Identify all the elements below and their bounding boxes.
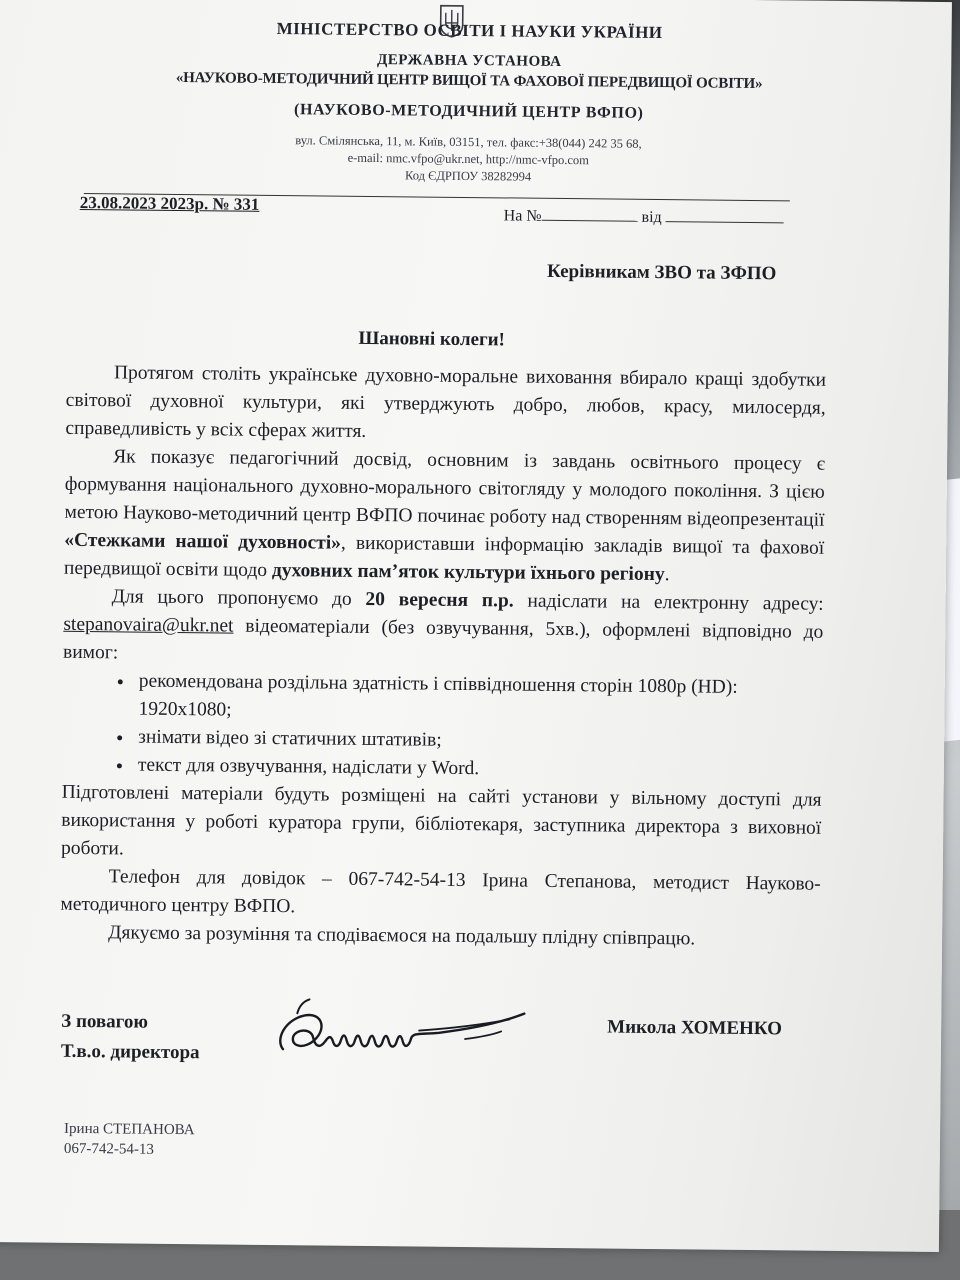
paragraph-3-start: Для цього пропонуємо до: [111, 586, 366, 610]
paragraph-2-end: .: [664, 564, 670, 586]
letter-body: [60, 359, 826, 955]
edrpou-code: Код ЄДРПОУ 38282994: [404, 168, 532, 184]
reference-number-label: На №: [503, 207, 542, 225]
registration-number: 23.08.2023 2023р. № 331: [79, 192, 260, 214]
email-line: e-mail: nmc.vfpo@ukr.net, http://nmc-vfpo.com: [347, 150, 590, 168]
paragraph-3: [63, 583, 824, 675]
closing-phrase: З повагою: [61, 1010, 149, 1033]
handwritten-signature-icon: [269, 993, 540, 1076]
paragraph-3-middle: надіслати на електронну адресу:: [513, 590, 824, 615]
paragraph-2-start: Як показує педагогічний досвід, основним із завдань освітнього процесу є формування національного духовно-морального світогляду у молодого покоління. З цією метою Науково-методичний центр ВФПО починає роботу над створенням відеопрезентації: [64, 446, 826, 531]
institution-short-name: (НАУКОВО-МЕТОДИЧНИЙ ЦЕНТР ВФПО): [293, 101, 644, 122]
paragraph-3-end: відеоматеріали (без озвучування, 5хв.), оформлені відповідно до вимог:: [62, 615, 824, 664]
paragraph-1: Протягом століть українське духовно-моральне виховання вбирало кращі здобутки світової духовної культури, які утверджують добро, любов, красу, милосердя, справедливість у всіх сферах життя.: [65, 362, 827, 442]
reference-date-label: від: [641, 208, 662, 227]
address-line: вул. Смілянська, 11, м. Київ, 03151, тел. факс:+38(044) 242 35 68,: [295, 133, 642, 151]
institution-type: ДЕРЖАВНА УСТАНОВА: [376, 52, 562, 70]
signatory-position: Т.в.о. директора: [60, 1040, 200, 1064]
signature-block: [61, 1007, 200, 1068]
deadline: 20 вересня п.р.: [365, 588, 514, 612]
greeting: Шановні колеги!: [358, 327, 506, 351]
requirements-list: [112, 667, 823, 786]
requirement-item: • рекомендована роздільна здатність і співвідношення сторін 1080p (HD): 1920x1080;: [134, 668, 823, 731]
executor-block: [64, 1119, 195, 1160]
executor-phone: 067-742-54-13: [63, 1140, 154, 1158]
executor-name: Ірина СТЕПАНОВА: [64, 1120, 195, 1139]
signatory-name: Микола ХОМЕНКО: [607, 1016, 783, 1040]
paragraph-6: Дякуємо за розуміння та сподіваємося на подальшу плідну співпрацю.: [108, 922, 696, 950]
requirement-item: • текст для озвучування, надіслати у Word.: [134, 752, 822, 787]
paragraph-4: Підготовлені матеріали будуть розміщені на сайті установи у вільному доступі для використання у роботі куратора групи, бібліотекаря, заступника директора з виховної роботи.: [60, 781, 822, 860]
addressee: Керівникам ЗВО та ЗФПО: [546, 260, 777, 285]
paragraph-2-middle: , використавши інформацію закладів вищої та фахової передвищої освіти щодо: [63, 532, 825, 581]
reference-fields: [504, 205, 784, 228]
ministry-name: МІНІСТЕРСТВО ОСВІТИ І НАУКИ УКРАЇНИ: [276, 19, 663, 43]
institution-full-name: «НАУКОВО-МЕТОДИЧНИЙ ЦЕНТР ВИЩОЇ ТА ФАХОВОЇ ПЕРЕДВИЩОЇ ОСВІТИ»: [175, 69, 763, 93]
contact-email-link[interactable]: stepanovaira@ukr.net: [63, 613, 234, 637]
reference-number-blank: [542, 206, 638, 222]
presentation-title: «Стежками нашої духовності»: [64, 529, 342, 554]
paragraph-5: Телефон для довідок – 067-742-54-13 Ірина Степанова, методист Науково-методичного центру ВФПО.: [60, 866, 821, 918]
heritage-topic: духовних пам’яток культури їхнього регіону: [271, 559, 665, 586]
paragraph-2: [64, 443, 825, 591]
reference-date-blank: [666, 207, 784, 223]
requirement-item: • знімати відео зі статичних штативів;: [134, 724, 822, 759]
